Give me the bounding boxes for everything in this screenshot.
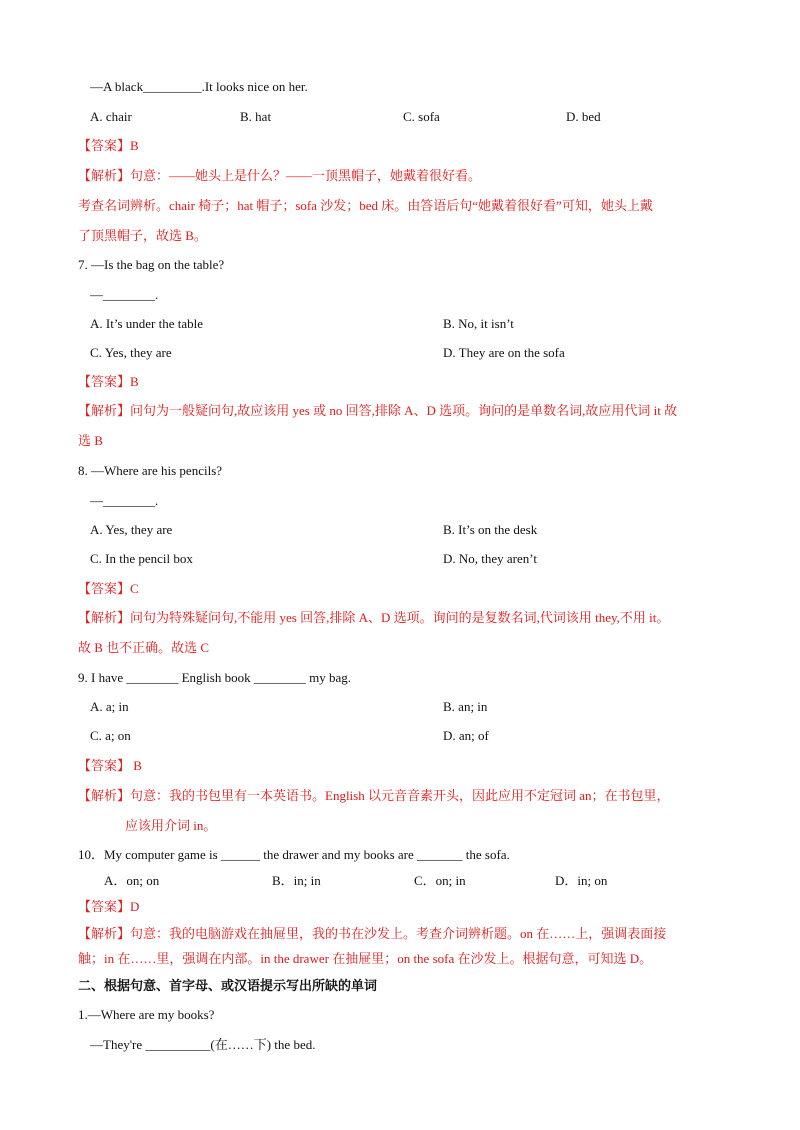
section-2-q1-question: 1.—Where are my books?: [78, 1007, 215, 1022]
q7-option-a: A. It’s under the table: [90, 316, 203, 331]
section-2-title: 二、根据句意、首字母、或汉语提示写出所缺的单词: [78, 978, 378, 993]
q6-analysis-line-2: 考查名词辨析。chair 椅子；hat 帽子；sofa 沙发；bed 床。由答语后句“她戴着很好看”可知，她头上戴: [78, 198, 653, 213]
q7-option-b: B. No, it isn’t: [443, 316, 514, 331]
q9-option-a: A. a; in: [90, 699, 129, 714]
q6-option-c: C. sofa: [403, 109, 440, 124]
q10-answer: 【答案】D: [78, 899, 140, 914]
q6-answer: 【答案】B: [78, 138, 139, 153]
q10-analysis-line-1: 【解析】句意：我的电脑游戏在抽屉里，我的书在沙发上。考查介词辨析题。on 在……上，强调表面接: [78, 926, 667, 941]
q9-option-c: C. a; on: [90, 728, 131, 743]
q10-analysis-line-2: 触；in 在……里，强调在内部。in the drawer 在抽屉里；on the sofa 在沙发上。根据句意，可知选 D。: [78, 951, 653, 966]
q8-option-d: D. No, they aren’t: [443, 551, 537, 566]
q8-question: 8. —Where are his pencils?: [78, 463, 223, 478]
q9-option-b: B. an; in: [443, 699, 488, 714]
q6-analysis-line-1: 【解析】句意：——她头上是什么？——一顶黑帽子，她戴着很好看。: [78, 168, 482, 183]
q10-option-d: D．in; on: [555, 873, 608, 888]
q6-dialogue-line: —A black_________.It looks nice on her.: [90, 79, 308, 94]
q8-analysis-line-2: 故 B 也不正确。故选 C: [78, 640, 210, 655]
q7-blank: —________.: [90, 287, 159, 302]
q7-analysis-line-2: 选 B: [78, 433, 103, 448]
q8-blank: —________.: [90, 493, 159, 508]
q9-answer: 【答案】 B: [78, 758, 142, 773]
q6-option-b: B. hat: [240, 109, 272, 124]
q8-option-c: C. In the pencil box: [90, 551, 193, 566]
q6-option-d: D. bed: [566, 109, 601, 124]
q9-analysis-line-2: 应该用介词 in。: [125, 818, 217, 833]
q10-question: 10．My computer game is ______ the drawer and my books are _______ the sofa.: [78, 847, 510, 862]
q10-option-c: C．on; in: [414, 873, 466, 888]
q9-analysis-line-1: 【解析】句意：我的书包里有一本英语书。English 以元音音素开头，因此应用不定冠词 an；在书包里，: [78, 788, 670, 803]
q7-option-c: C. Yes, they are: [90, 345, 172, 360]
section-2-q1-answer-line: —They're __________(在……下) the bed.: [90, 1037, 316, 1052]
q10-option-b: B．in; in: [272, 873, 321, 888]
q6-analysis-line-3: 了顶黑帽子，故选 B。: [78, 228, 207, 243]
q8-option-a: A. Yes, they are: [90, 522, 173, 537]
q8-answer: 【答案】C: [78, 581, 139, 596]
q7-question: 7. —Is the bag on the table?: [78, 257, 225, 272]
q6-option-a: A. chair: [90, 109, 132, 124]
q8-analysis-line-1: 【解析】问句为特殊疑问句,不能用 yes 回答,排除 A、D 选项。询问的是复数名词,代词该用 they,不用 it。: [78, 610, 670, 625]
q7-answer: 【答案】B: [78, 374, 139, 389]
q7-option-d: D. They are on the sofa: [443, 345, 565, 360]
q8-option-b: B. It’s on the desk: [443, 522, 538, 537]
q9-option-d: D. an; of: [443, 728, 489, 743]
q9-question: 9. I have ________ English book ________ my bag.: [78, 670, 351, 685]
q7-analysis-line-1: 【解析】问句为一般疑问句,故应该用 yes 或 no 回答,排除 A、D 选项。询问的是单数名词,故应用代词 it 故: [78, 403, 678, 418]
q10-option-a: A．on; on: [104, 873, 160, 888]
